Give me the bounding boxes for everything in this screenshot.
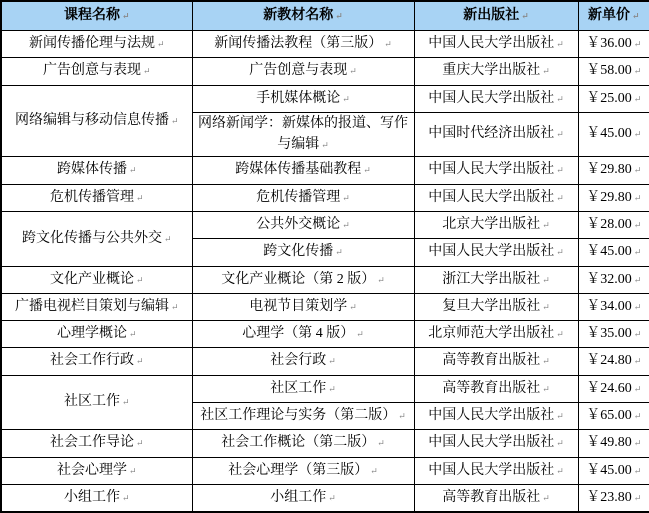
textbook-cell [192, 403, 414, 430]
price-cell [578, 457, 649, 484]
course-cell-merged [1, 375, 192, 430]
price-text: ￥49.80 [586, 435, 632, 451]
header-price [578, 1, 649, 31]
course-cell [1, 184, 192, 211]
textbook-text: 跨媒体传播基础教程 [235, 162, 362, 178]
paragraph-mark-icon: ↵ [135, 192, 144, 203]
course-text: 小组工作 [63, 489, 120, 505]
paragraph-mark-icon: ↵ [556, 192, 564, 203]
table-row [1, 157, 649, 184]
table-row [1, 484, 649, 512]
course-text: 社会工作导论 [49, 435, 134, 451]
paragraph-mark-icon: ↵ [556, 465, 564, 476]
publisher-cell [414, 348, 578, 375]
paragraph-mark-icon: ↵ [633, 383, 642, 394]
course-cell [1, 293, 192, 320]
table-row [1, 321, 649, 348]
course-cell-merged [1, 85, 192, 157]
course-cell [1, 321, 192, 348]
paragraph-mark-icon: ↵ [633, 192, 642, 203]
paragraph-mark-icon: ↵ [321, 139, 329, 150]
paragraph-mark-icon: ↵ [335, 247, 343, 258]
paragraph-mark-icon: ↵ [121, 10, 130, 21]
paragraph-mark-icon: ↵ [556, 165, 564, 176]
course-text: 新闻传播伦理与法规 [28, 36, 155, 51]
textbook-text: 小组工作 [270, 489, 327, 505]
course-cell [1, 457, 192, 484]
paragraph-mark-icon: ↵ [370, 465, 378, 476]
publisher-text: 复旦大学出版社 [442, 298, 541, 314]
publisher-cell [414, 112, 578, 157]
textbook-cell [192, 321, 414, 348]
paragraph-mark-icon: ↵ [356, 329, 364, 340]
course-cell-merged [1, 211, 192, 266]
textbook-text: 社区工作 [270, 380, 327, 396]
header-textbook [192, 1, 414, 31]
publisher-text: 浙江大学出版社 [442, 271, 541, 287]
textbook-cell [192, 348, 414, 375]
course-text: 文化产业概论 [49, 271, 134, 287]
table-row [1, 58, 649, 85]
publisher-text: 中国人民大学出版社 [428, 90, 555, 106]
paragraph-mark-icon: ↵ [542, 219, 550, 230]
paragraph-mark-icon: ↵ [342, 192, 350, 203]
course-cell [1, 484, 192, 512]
publisher-cell [414, 293, 578, 320]
paragraph-mark-icon: ↵ [377, 438, 385, 449]
price-cell [578, 157, 649, 184]
course-cell [1, 31, 192, 58]
textbook-cell [192, 239, 414, 266]
price-cell [578, 85, 649, 112]
textbook-cell [192, 184, 414, 211]
course-text: 跨媒体传播 [56, 162, 127, 178]
paragraph-mark-icon: ↵ [542, 274, 550, 285]
publisher-text: 北京大学出版社 [442, 216, 541, 232]
header-price-label: 新单价 [587, 7, 630, 23]
course-cell [1, 348, 192, 375]
paragraph-mark-icon: ↵ [633, 356, 642, 367]
course-text: 跨文化传播与公共外交 [21, 230, 162, 246]
paragraph-mark-icon: ↵ [170, 301, 179, 312]
table-row [1, 375, 649, 402]
price-text: ￥32.00 [586, 271, 632, 287]
textbook-text: 网络新闻学：新媒体的报道、写作与编辑 [198, 116, 408, 152]
price-text: ￥36.00 [586, 36, 632, 51]
textbook-cell [192, 430, 414, 457]
paragraph-mark-icon: ↵ [633, 301, 642, 312]
course-text: 危机传播管理 [49, 189, 134, 205]
publisher-cell [414, 375, 578, 402]
header-course-label: 课程名称 [63, 7, 120, 23]
paragraph-mark-icon: ↵ [342, 93, 350, 104]
textbook-cell [192, 457, 414, 484]
textbook-text: 新闻传播法教程（第三版） [214, 36, 383, 51]
header-course [1, 1, 192, 31]
paragraph-mark-icon: ↵ [633, 39, 642, 49]
table-row [1, 348, 649, 375]
paragraph-mark-icon: ↵ [156, 39, 165, 49]
paragraph-mark-icon: ↵ [328, 492, 336, 503]
price-text: ￥45.00 [586, 126, 632, 142]
price-text: ￥29.80 [586, 189, 632, 205]
paragraph-mark-icon: ↵ [633, 93, 642, 104]
course-text: 社会心理学 [56, 462, 127, 478]
table-row [1, 85, 649, 112]
textbook-cell [192, 293, 414, 320]
paragraph-mark-icon: ↵ [121, 492, 130, 503]
textbook-cell [192, 112, 414, 157]
paragraph-mark-icon: ↵ [633, 165, 642, 176]
price-text: ￥35.00 [586, 326, 632, 342]
paragraph-mark-icon: ↵ [633, 219, 642, 230]
price-cell [578, 375, 649, 402]
price-cell [578, 266, 649, 293]
publisher-text: 中国人民大学出版社 [428, 36, 555, 51]
textbook-text: 手机媒体概论 [256, 90, 341, 106]
price-text: ￥24.80 [586, 353, 632, 369]
price-cell [578, 239, 649, 266]
price-text: ￥58.00 [586, 63, 632, 79]
price-text: ￥45.00 [586, 244, 632, 260]
table-row [1, 31, 649, 58]
paragraph-mark-icon: ↵ [170, 115, 179, 126]
textbook-text: 文化产业概论（第 2 版） [221, 271, 376, 287]
textbook-text: 跨文化传播 [263, 244, 334, 260]
publisher-cell [414, 211, 578, 238]
course-text: 广告创意与表现 [42, 63, 141, 79]
publisher-cell [414, 184, 578, 211]
paragraph-mark-icon: ↵ [542, 66, 550, 77]
publisher-cell [414, 239, 578, 266]
price-text: ￥65.00 [586, 408, 632, 424]
price-cell [578, 348, 649, 375]
paragraph-mark-icon: ↵ [128, 165, 137, 176]
paragraph-mark-icon: ↵ [631, 10, 640, 21]
paragraph-mark-icon: ↵ [363, 165, 371, 176]
table-row [1, 293, 649, 320]
course-text: 心理学概论 [56, 326, 127, 342]
price-text: ￥29.80 [586, 162, 632, 178]
paragraph-mark-icon: ↵ [556, 39, 564, 49]
table-row [1, 211, 649, 238]
price-cell [578, 211, 649, 238]
paragraph-mark-icon: ↵ [556, 129, 564, 140]
paragraph-mark-icon: ↵ [342, 219, 350, 230]
publisher-text: 中国人民大学出版社 [428, 408, 555, 424]
textbook-text: 社会行政 [270, 353, 327, 369]
paragraph-mark-icon: ↵ [135, 438, 144, 449]
table-row [1, 457, 649, 484]
textbook-text: 社会工作概论（第二版） [221, 435, 376, 451]
paragraph-mark-icon: ↵ [542, 492, 550, 503]
paragraph-mark-icon: ↵ [633, 129, 642, 140]
paragraph-mark-icon: ↵ [377, 274, 385, 285]
paragraph-mark-icon: ↵ [556, 329, 564, 340]
publisher-text: 高等教育出版社 [442, 489, 541, 505]
price-text: ￥45.00 [586, 462, 632, 478]
publisher-cell [414, 321, 578, 348]
paragraph-mark-icon: ↵ [542, 383, 550, 394]
paragraph-mark-icon: ↵ [633, 66, 642, 77]
paragraph-mark-icon: ↵ [328, 383, 336, 394]
paragraph-mark-icon: ↵ [633, 438, 642, 449]
header-publisher [414, 1, 578, 31]
paragraph-mark-icon: ↵ [163, 233, 172, 244]
course-cell [1, 157, 192, 184]
publisher-text: 中国人民大学出版社 [428, 189, 555, 205]
paragraph-mark-icon: ↵ [384, 39, 392, 49]
course-text: 社区工作 [63, 394, 120, 410]
textbook-text: 危机传播管理 [256, 189, 341, 205]
price-text: ￥34.00 [586, 298, 632, 314]
price-cell [578, 293, 649, 320]
table-header-row [1, 1, 649, 31]
textbook-cell [192, 157, 414, 184]
textbook-text: 心理学（第 4 版） [242, 326, 355, 342]
paragraph-mark-icon: ↵ [121, 397, 130, 408]
publisher-cell [414, 430, 578, 457]
paragraph-mark-icon: ↵ [556, 93, 564, 104]
publisher-cell [414, 157, 578, 184]
price-text: ￥28.00 [586, 216, 632, 232]
textbook-text: 社区工作理论与实务（第二版） [200, 408, 397, 424]
publisher-text: 北京师范大学出版社 [428, 326, 555, 342]
publisher-cell [414, 403, 578, 430]
textbook-text: 社会心理学（第三版） [228, 462, 369, 478]
price-cell [578, 112, 649, 157]
paragraph-mark-icon: ↵ [633, 247, 642, 258]
price-cell [578, 184, 649, 211]
textbook-cell [192, 484, 414, 512]
textbook-cell [192, 85, 414, 112]
price-cell [578, 58, 649, 85]
price-text: ￥24.60 [586, 380, 632, 396]
paragraph-mark-icon: ↵ [633, 492, 642, 503]
publisher-text: 中国人民大学出版社 [428, 162, 555, 178]
course-cell [1, 58, 192, 85]
table-row [1, 184, 649, 211]
publisher-cell [414, 31, 578, 58]
price-cell [578, 321, 649, 348]
textbook-cell [192, 58, 414, 85]
course-text: 广播电视栏目策划与编辑 [14, 298, 169, 314]
paragraph-mark-icon: ↵ [142, 66, 151, 77]
paragraph-mark-icon: ↵ [128, 465, 137, 476]
paragraph-mark-icon: ↵ [128, 329, 137, 340]
price-cell [578, 403, 649, 430]
paragraph-mark-icon: ↵ [633, 274, 642, 285]
publisher-text: 重庆大学出版社 [442, 63, 541, 79]
header-publisher-label: 新出版社 [463, 7, 520, 23]
publisher-text: 高等教育出版社 [442, 380, 541, 396]
paragraph-mark-icon: ↵ [349, 66, 357, 77]
paragraph-mark-icon: ↵ [135, 356, 144, 367]
paragraph-mark-icon: ↵ [556, 247, 564, 258]
publisher-text: 中国时代经济出版社 [428, 126, 555, 142]
publisher-text: 高等教育出版社 [442, 353, 541, 369]
publisher-text: 中国人民大学出版社 [428, 435, 555, 451]
publisher-text: 中国人民大学出版社 [428, 244, 555, 260]
textbook-text: 广告创意与表现 [249, 63, 348, 79]
table-row [1, 266, 649, 293]
paragraph-mark-icon: ↵ [633, 465, 642, 476]
publisher-cell [414, 266, 578, 293]
paragraph-mark-icon: ↵ [335, 10, 343, 21]
price-text: ￥25.00 [586, 90, 632, 106]
paragraph-mark-icon: ↵ [542, 301, 550, 312]
table-row [1, 430, 649, 457]
course-text: 网络编辑与移动信息传播 [14, 112, 169, 128]
paragraph-mark-icon: ↵ [633, 329, 642, 340]
course-cell [1, 430, 192, 457]
price-cell [578, 31, 649, 58]
course-cell [1, 266, 192, 293]
publisher-cell [414, 484, 578, 512]
paragraph-mark-icon: ↵ [521, 10, 529, 21]
paragraph-mark-icon: ↵ [398, 411, 406, 422]
textbook-cell [192, 211, 414, 238]
textbook-cell [192, 266, 414, 293]
header-textbook-label: 新教材名称 [263, 7, 334, 23]
course-text: 社会工作行政 [49, 353, 134, 369]
price-cell [578, 484, 649, 512]
textbook-text: 电视节目策划学 [249, 298, 348, 314]
publisher-cell [414, 457, 578, 484]
publisher-text: 中国人民大学出版社 [428, 462, 555, 478]
paragraph-mark-icon: ↵ [135, 274, 144, 285]
publisher-cell [414, 85, 578, 112]
paragraph-mark-icon: ↵ [633, 411, 642, 422]
textbook-cell [192, 375, 414, 402]
price-cell [578, 430, 649, 457]
paragraph-mark-icon: ↵ [328, 356, 336, 367]
paragraph-mark-icon: ↵ [556, 411, 564, 422]
textbook-text: 公共外交概论 [256, 216, 341, 232]
price-text: ￥23.80 [586, 489, 632, 505]
publisher-cell [414, 58, 578, 85]
paragraph-mark-icon: ↵ [556, 438, 564, 449]
textbook-cell [192, 31, 414, 58]
paragraph-mark-icon: ↵ [542, 356, 550, 367]
paragraph-mark-icon: ↵ [349, 301, 357, 312]
